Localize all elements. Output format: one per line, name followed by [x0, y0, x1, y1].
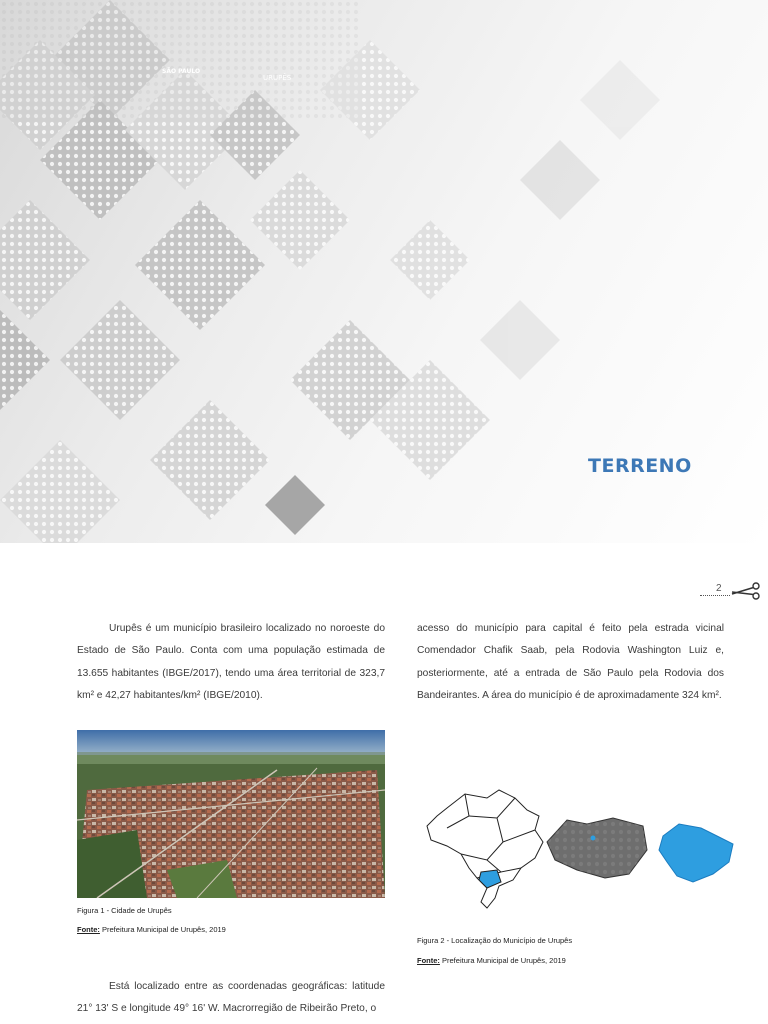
location-paragraph: Está localizado entre as coordenadas geográficas: latitude 21° 13' S e longitude 49° 16' W. Macrorregião de Ribeirão Preto, o: [77, 981, 385, 1015]
brazil-map: [427, 790, 543, 908]
urupes-municipality-map: [659, 824, 733, 882]
section-title: TERRENO: [588, 455, 692, 477]
page-number: 2: [716, 583, 722, 594]
city-aerial-photo: [77, 730, 385, 898]
access-paragraph: acesso do município para capital é feito pela estrada vicinal Comendador Chafik Saab, pela Rodovia Washington Luiz e, posteriormente, até a entrada de São Paulo pela Rodovia dos Bandeirantes. A área do município é de aproximadamente 324 km².: [417, 623, 724, 702]
figure-1-source: Fonte: Prefeitura Municipal de Urupês, 2019: [77, 925, 226, 934]
location-maps: [417, 780, 735, 916]
urupes-marker: [591, 836, 596, 841]
figure-2-caption: Figura 2 - Localização do Município de Urupês: [417, 936, 573, 945]
figure-1-caption: Figura 1 - Cidade de Urupês: [77, 906, 172, 915]
figure-2-source: Fonte: Prefeitura Municipal de Urupês, 2019: [417, 956, 566, 965]
scissors-icon: [730, 581, 762, 601]
map-label-state: SÃO PAULO: [162, 68, 201, 75]
map-label-city: URUPÊS: [263, 74, 292, 82]
intro-paragraph: Urupês é um município brasileiro localizado no noroeste do Estado de São Paulo. Conta com uma população estimada de 13.655 habitantes (IBGE/2017), tendo uma área territorial de 323,7 km² e 42,27 habitantes/km² (IBGE/2010).: [77, 623, 385, 702]
cut-line: [700, 595, 730, 596]
